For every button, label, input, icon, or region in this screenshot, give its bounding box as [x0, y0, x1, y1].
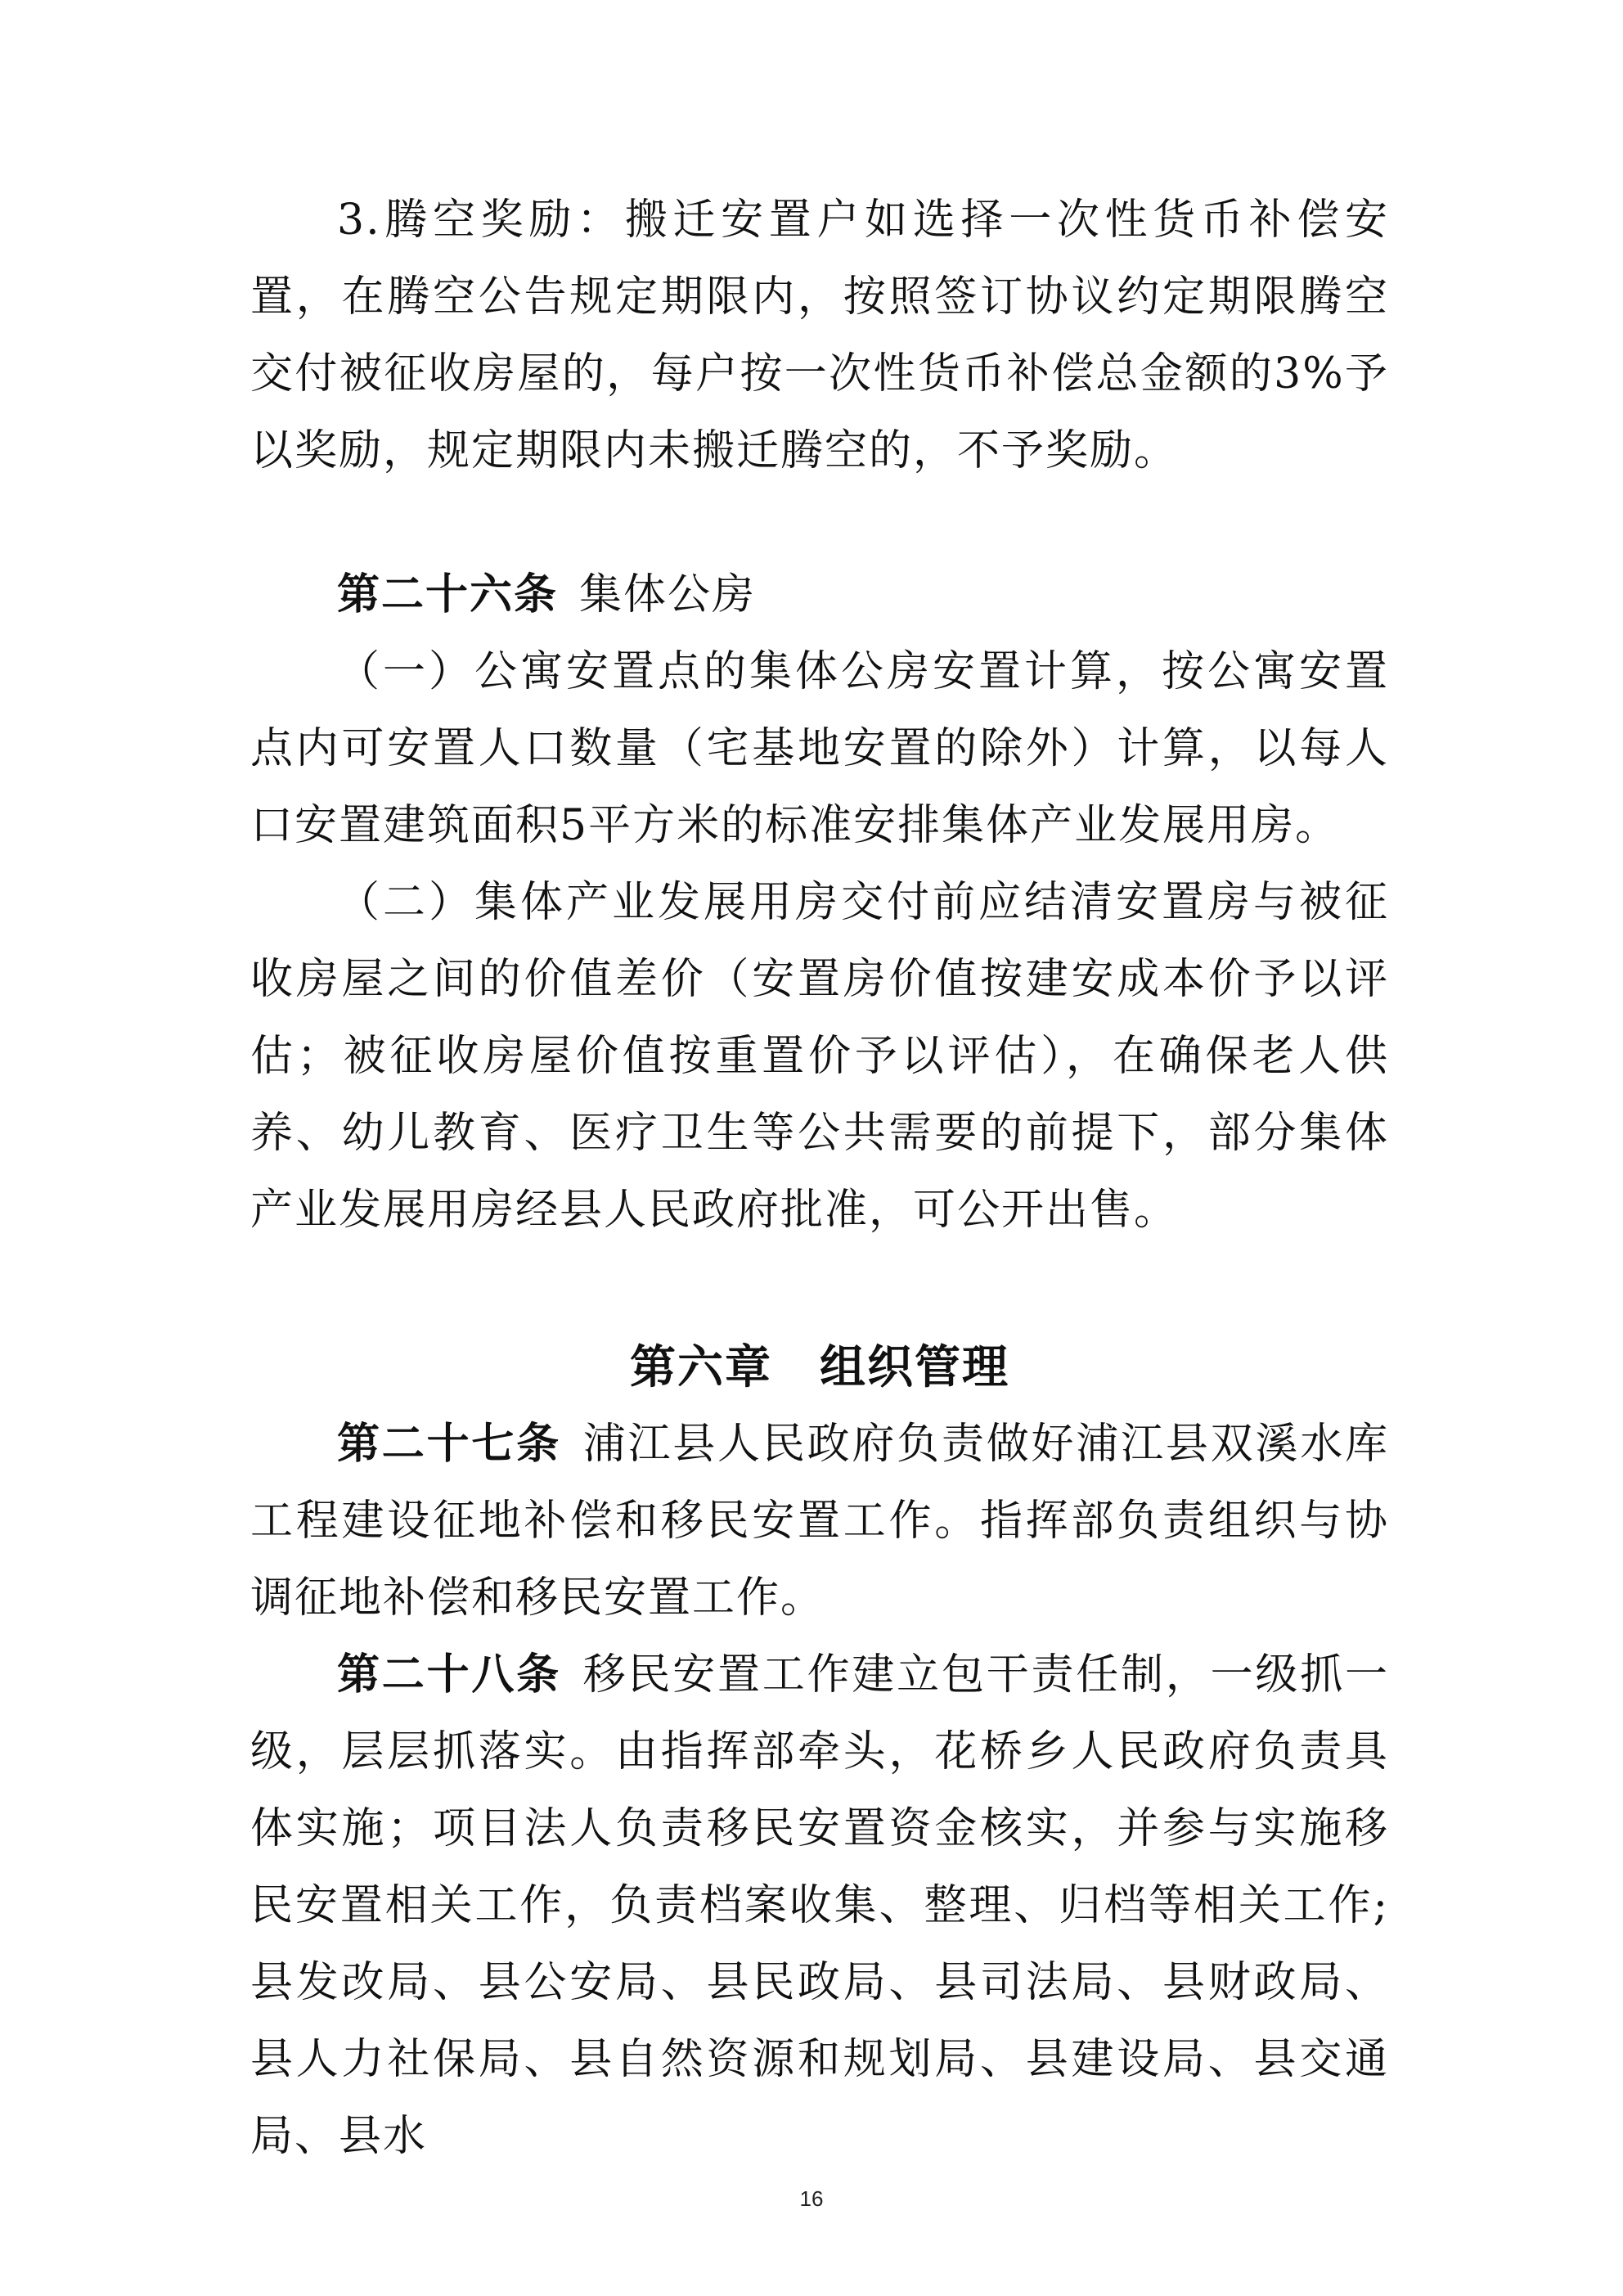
article-28-text: 移民安置工作建立包干责任制，一级抓一级，层层抓落实。由指挥部牵头，花桥乡人民政府负责具体实施；项目法人负责移民安置资金核实，并参与实施移民安置相关工作，负责档案收集、整理、归档等相关工作;县发改局、县公安局、县民政局、县司法局、县财政局、县人力社保局、县自然资源和规划局、县建设局、县交通局、县水 — [250, 1650, 1389, 2161]
article-27 — [250, 1406, 1389, 1636]
article-26-heading — [250, 556, 1389, 633]
article-27-text: 浦江县人民政府负责做好浦江县双溪水库工程建设征地补偿和移民安置工作。指挥部负责组织与协调征地补偿和移民安置工作。 — [250, 1420, 1389, 1623]
page-number: 16 — [799, 2186, 824, 2211]
article-26-item-2: （二）集体产业发展用房交付前应结清安置房与被征收房屋之间的价值差价（安置房价值按建安成本价予以评估；被征收房屋价值按重置价予以评估），在确保老人供养、幼儿教育、医疗卫生等公共需要的前提下，部分集体产业发展用房经县人民政府批准，可公开出售。 — [250, 878, 1389, 1235]
article-26-subject: 集体公房 — [579, 570, 757, 619]
chapter-6-heading: 第六章 组织管理 — [630, 1341, 1009, 1394]
article-26-title: 第二十六条 — [337, 569, 559, 619]
article-27-title: 第二十七条 — [337, 1419, 561, 1469]
article-28 — [250, 1636, 1389, 2175]
article-28-title: 第二十八条 — [337, 1650, 561, 1699]
paragraph-vacating-reward: 3.腾空奖励：搬迁安置户如选择一次性货币补偿安置，在腾空公告规定期限内，按照签订协议约定期限腾空交付被征收房屋的，每户按一次性货币补偿总金额的3%予以奖励，规定期限内未搬迁腾空的，不予奖励。 — [250, 196, 1389, 475]
article-26-item-1: （一）公寓安置点的集体公房安置计算，按公寓安置点内可安置人口数量（宅基地安置的除外）计算，以每人口安置建筑面积5平方米的标准安排集体产业发展用房。 — [250, 647, 1389, 850]
